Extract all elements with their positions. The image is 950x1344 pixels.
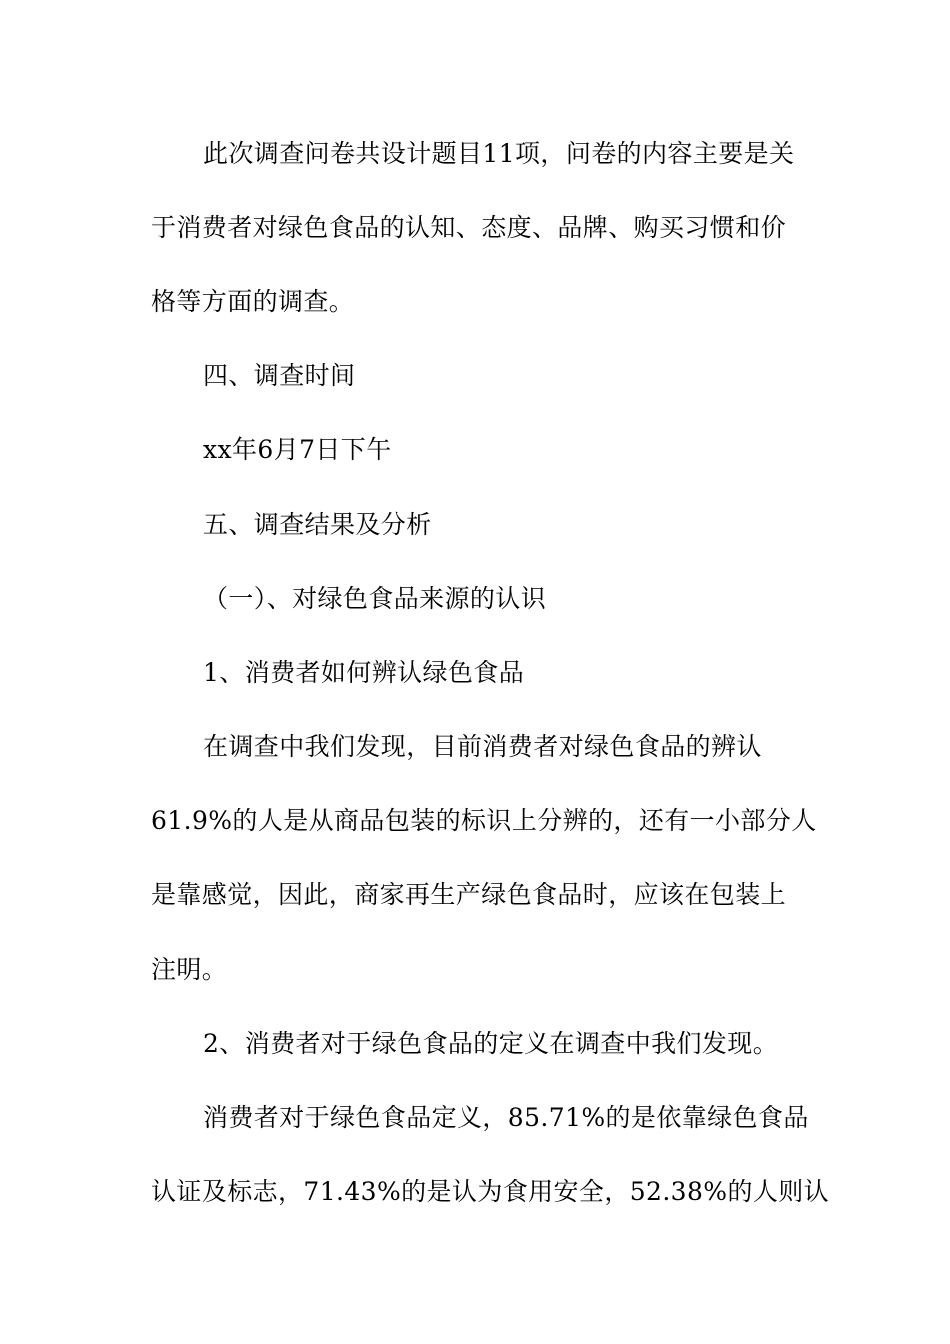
paragraph-line: 注明。 — [151, 955, 228, 984]
section-heading: 四、调查时间 — [203, 361, 356, 390]
subsection-heading: （一）、对绿色食品来源的认识 — [203, 584, 547, 613]
paragraph-line: 于消费者对绿色食品的认知、态度、品牌、购买习惯和价 — [151, 213, 787, 242]
paragraph-line: 消费者对于绿色食品定义，85.71%的是依靠绿色食品 — [203, 1103, 809, 1132]
paragraph-line: 此次调查问卷共设计题目11项，问卷的内容主要是关 — [203, 139, 795, 168]
subsection-heading: 1、消费者如何辨认绿色食品 — [203, 658, 525, 687]
paragraph-line: 认证及标志，71.43%的是认为食用安全，52.38%的人则认 — [151, 1177, 830, 1206]
paragraph-line: 61.9%的人是从商品包装的标识上分辨的，还有一小部分人 — [151, 806, 817, 835]
section-heading: 五、调查结果及分析 — [203, 510, 432, 539]
paragraph-line: 是靠感觉，因此，商家再生产绿色食品时，应该在包装上 — [151, 880, 787, 909]
paragraph-line: 格等方面的调查。 — [151, 287, 355, 316]
paragraph-line: 2、消费者对于绿色食品的定义在调查中我们发现。 — [203, 1029, 779, 1058]
paragraph-line: xx年6月7日下午 — [203, 435, 392, 464]
paragraph-line: 在调查中我们发现，目前消费者对绿色食品的辨认 — [203, 732, 762, 761]
